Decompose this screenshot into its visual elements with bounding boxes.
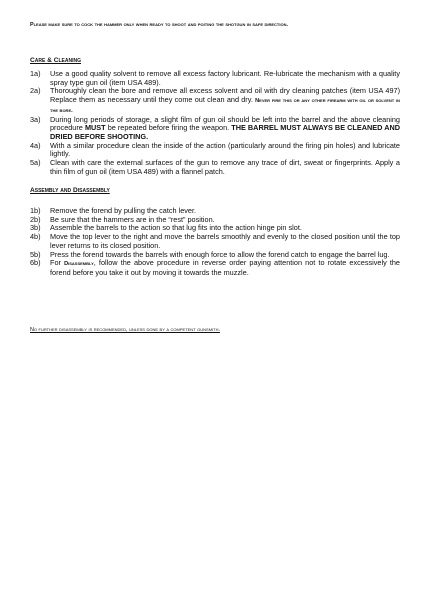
item-number: 4b) [30, 232, 41, 242]
item-number: 5b) [30, 249, 41, 259]
list-item [30, 70, 400, 87]
caps-warning: Never fire this or any other firearm with oil or solvent in the bore. [50, 98, 400, 114]
item-number: 4a) [30, 140, 41, 150]
item-text: For Disassembly, follow the above procedure in reverse order paying attention not to rotate excessively the forend before you take it out by moving it towards the muzzle. [50, 258, 400, 277]
item-text: Use a good quality solvent to remove all excess factory lubricant. Re-lubricate the mechanism with a quality spray type gun oil (item USA 489). [50, 69, 400, 87]
list-item [30, 259, 400, 277]
assembly-disassembly-heading: Assembly and Disassembly [30, 187, 110, 194]
care-cleaning-list [30, 70, 400, 176]
bold-must: MUST [84, 123, 106, 133]
item-number: 5a) [30, 158, 41, 168]
item-text: Clean with care the external surfaces of the gun to remove any trace of dirt, sweat or fingerprints. Apply a thin film of gun oil (item USA 489) with a flannel patch. [50, 158, 400, 176]
item-text: Remove the forend by pulling the catch lever. [50, 206, 197, 215]
item-number: 3b) [30, 223, 41, 233]
footer-note: No further disassembly is recommended, unless done by a competent gunsmith. [30, 327, 220, 333]
item-text: Thoroughly clean the bore and remove all excess solvent and oil with dry cleaning patches (item USA 497) Replace them as necessary until they come out clean and dry. Never fire this or any other firearm with oil or solvent in the bore. [50, 86, 400, 114]
item-text: With a similar procedure clean the inside of the action (particularly around the firing pin holes) and lubricate lightly. [50, 140, 400, 159]
caps-disassembly: Disassembly [64, 261, 94, 268]
list-item [30, 87, 400, 115]
item-text: Press the forend towards the barrels with enough force to allow the forend catch to engage the barrel lug. [50, 249, 390, 259]
item-text: Be sure that the hammers are in the “rest” position. [50, 214, 215, 224]
item-number: 2b) [30, 214, 41, 224]
item-number: 1b) [30, 206, 41, 215]
item-text: Assemble the barrels to the action so that lug fits into the action hinge pin slot. [50, 223, 302, 233]
list-item [30, 142, 400, 159]
assembly-list [30, 207, 400, 278]
item-text: During long periods of storage, a slight film of gun oil should be left into the barrel and the above cleaning procedure MUST be repeated before firing the weapon. THE BARREL MUST ALWAYS BE CLEANED AND DRIED BEFORE SHOOTING. [50, 114, 400, 141]
list-item [30, 233, 400, 250]
safety-warning: Please make sure to cock the hammer only when ready to shoot and poiting the shotgun in safe direction. [30, 22, 288, 28]
list-item [30, 159, 400, 176]
item-number: 6b) [30, 258, 41, 268]
item-number: 2a) [30, 86, 41, 96]
item-text: Move the top lever to the right and move the barrels smoothly and evenly to the closed position until the top lever returns to its closed position. [50, 232, 400, 250]
item-number: 3a) [30, 114, 41, 124]
care-cleaning-heading: Care & Cleaning [30, 57, 82, 64]
item-number: 1a) [30, 69, 41, 78]
bold-warning: THE BARREL MUST ALWAYS BE CLEANED AND DRIED BEFORE SHOOTING. [50, 123, 400, 141]
list-item [30, 116, 400, 142]
